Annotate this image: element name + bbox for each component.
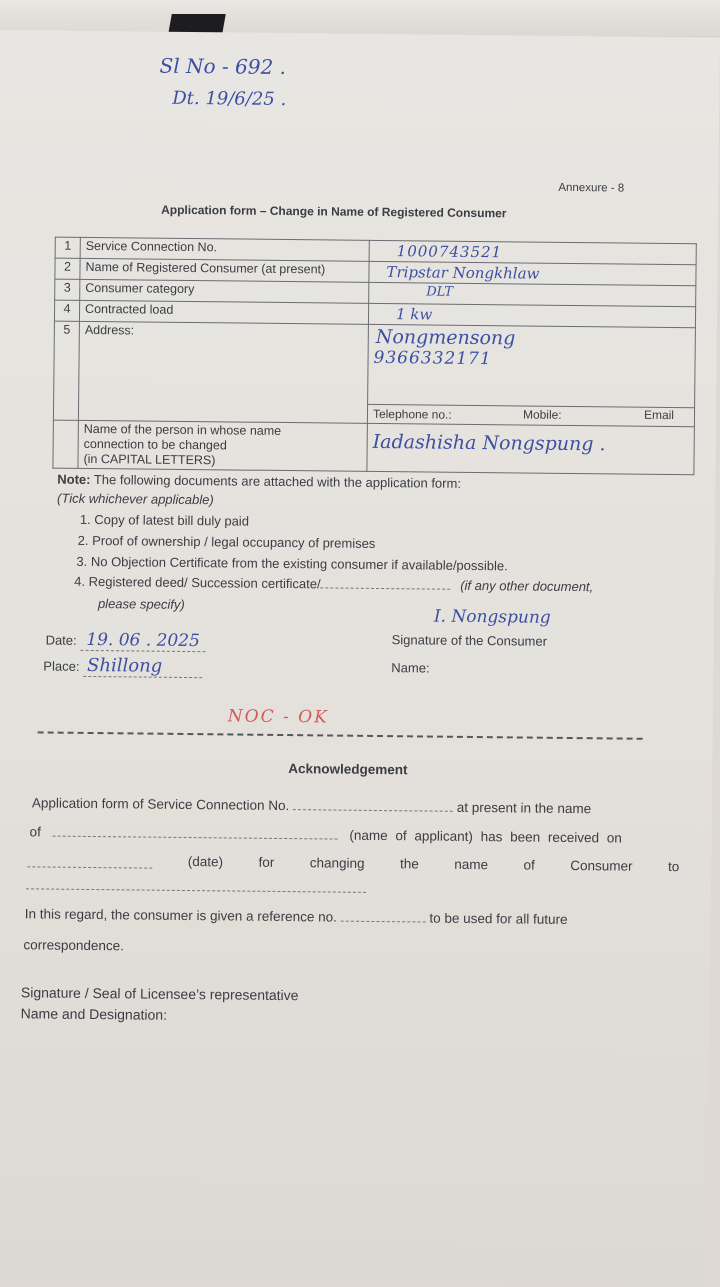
row-label: Name of Registered Consumer (at present) [80, 258, 369, 282]
name-label: Name: [391, 660, 430, 676]
signature-label: Signature of the Consumer [391, 632, 548, 649]
place-label: Place: [43, 658, 80, 674]
consumer-details-table [52, 237, 696, 476]
ack-text: to be used for all future [429, 910, 568, 927]
row-number: 2 [55, 258, 80, 279]
row-number [53, 420, 79, 468]
ack-word: name [454, 856, 489, 873]
registered-consumer-value: Tripstar Nongkhlaw [386, 263, 540, 283]
note-heading: Note: [57, 471, 91, 487]
form-title: Application form – Change in Name of Registered Consumer [161, 202, 507, 221]
ack-text: Application form of Service Connection No. [31, 795, 290, 814]
blank-line [321, 587, 451, 589]
address-value: Nongmensong [375, 325, 516, 350]
document-item-cont: please specify) [97, 596, 185, 612]
ack-word: Consumer [570, 858, 633, 874]
table-row [53, 420, 694, 475]
licensee-signature-label: Signature / Seal of Licensee’s representative [20, 984, 299, 1004]
row-number: 5 [53, 321, 79, 420]
ack-line-3 [27, 852, 679, 874]
ack-text: (name of applicant) has been received on [349, 827, 622, 846]
new-name-cell [367, 423, 694, 474]
document-item-4 [74, 574, 593, 594]
service-connection-value: 1000743521 [396, 242, 503, 262]
row-label: Address: [78, 321, 368, 423]
new-name-label-line: (in CAPITAL LETTERS) [83, 451, 216, 468]
document-item: 3. No Objection Certificate from the existing consumer if available/possible. [76, 553, 508, 574]
ack-text: of [29, 824, 41, 840]
ack-text: at present in the name [456, 799, 592, 817]
serial-number-note: Sl No - 692 . [159, 53, 287, 79]
mobile-label: Mobile: [522, 407, 562, 422]
date-line [46, 630, 206, 652]
name-designation-label: Name and Designation: [20, 1005, 168, 1023]
note-text: The following documents are attached with the application form: [93, 472, 462, 491]
application-form-paper [0, 30, 720, 1287]
document-item: 1. Copy of latest bill duly paid [79, 511, 250, 529]
contact-labels-row [368, 404, 694, 426]
address-cell [367, 324, 695, 426]
telephone-label: Telephone no.: [372, 406, 452, 422]
date-value: 19. 06 . 2025 [80, 630, 206, 652]
blank-line [293, 809, 453, 812]
note-line [57, 472, 461, 491]
new-name-label-line: Name of the person in whose name [83, 421, 282, 438]
new-name-label-line: connection to be changed [83, 436, 227, 453]
row-number: 4 [54, 300, 79, 321]
annexure-label: Annexure - 8 [558, 181, 625, 195]
place-value: Shillong [83, 655, 202, 678]
email-label: Email [643, 407, 675, 423]
ack-word: of [523, 857, 535, 873]
blank-line [26, 888, 366, 893]
consumer-category-value: DLT [426, 284, 454, 300]
blank-line [53, 836, 338, 840]
document-item: 2. Proof of ownership / legal occupancy of premises [77, 532, 376, 551]
blank-line [27, 852, 152, 868]
new-name-label [78, 420, 367, 471]
contracted-load-value: 1 kw [395, 305, 433, 324]
ack-word: to [667, 859, 680, 875]
row-number: 1 [55, 237, 80, 258]
row-label: Contracted load [79, 300, 368, 324]
ack-word: (date) [187, 854, 224, 870]
document-item-tail: (if any other document, [460, 577, 594, 595]
row-label: Service Connection No. [80, 237, 369, 261]
date-label: Date: [45, 632, 77, 648]
section-separator [38, 731, 643, 739]
noc-note: NOC - OK [227, 706, 329, 728]
ack-text: In this regard, the consumer is given a reference no. [24, 906, 337, 925]
blank-line [341, 921, 426, 923]
ack-word: for [258, 854, 275, 870]
new-name-value: Iadashisha Nongspung . [372, 430, 606, 456]
ack-line-5: correspondence. [23, 937, 125, 954]
consumer-signature: I. Nongspung [433, 606, 551, 628]
row-number: 3 [55, 279, 80, 300]
row-label: Consumer category [80, 279, 369, 303]
table-row [53, 321, 695, 427]
place-line [43, 654, 202, 677]
ack-line-1 [32, 795, 591, 816]
telephone-value: 9366332171 [373, 347, 492, 370]
ack-word: changing [309, 855, 365, 871]
ack-word: the [399, 856, 419, 872]
note-sub: (Tick whichever applicable) [57, 490, 214, 508]
document-item: 4. Registered deed/ Succession certificate/ [74, 573, 321, 592]
ack-line-2 [30, 824, 622, 845]
ack-line-4 [25, 906, 568, 927]
header-date-note: Dt. 19/6/25 . [172, 87, 287, 111]
acknowledgement-heading: Acknowledgement [288, 761, 408, 778]
